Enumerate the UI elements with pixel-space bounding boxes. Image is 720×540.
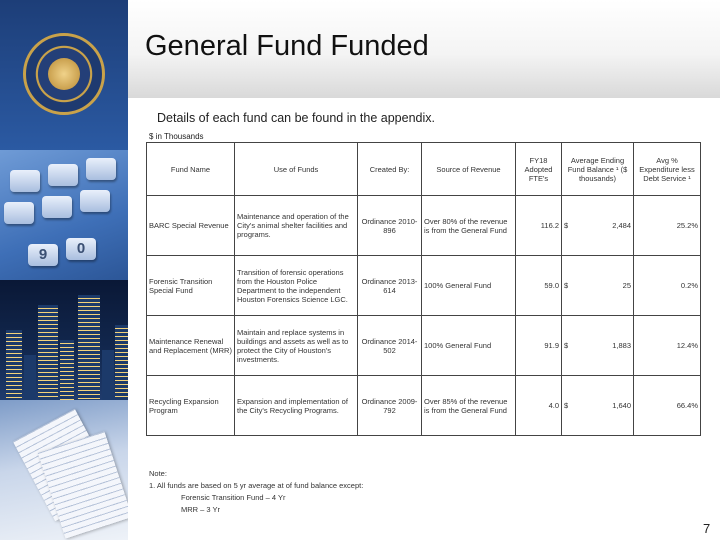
decorative-sidebar bbox=[0, 0, 128, 540]
header-fund-balance: Average Ending Fund Balance ¹ ($ thousands) bbox=[562, 143, 634, 196]
cell-fte: 91.9 bbox=[516, 316, 562, 376]
note-item-1: 1. All funds are based on 5 yr average at of fund balance except: bbox=[149, 481, 364, 490]
cell-created-by: Ordinance 2009-792 bbox=[358, 376, 422, 436]
cell-source-of-revenue: Over 85% of the revenue is from the General Fund bbox=[422, 376, 516, 436]
cell-fte: 59.0 bbox=[516, 256, 562, 316]
cell-fund-name: Forensic Transition Special Fund bbox=[147, 256, 235, 316]
cell-fund-balance bbox=[562, 196, 634, 256]
fund-balance-value: 1,883 bbox=[612, 341, 631, 350]
cell-fund-balance bbox=[562, 316, 634, 376]
cell-use-of-funds: Expansion and implementation of the City's Recycling Programs. bbox=[235, 376, 358, 436]
cell-fund-balance bbox=[562, 376, 634, 436]
cell-source-of-revenue: 100% General Fund bbox=[422, 316, 516, 376]
cell-fund-name: Recycling Expansion Program bbox=[147, 376, 235, 436]
cell-fund-balance bbox=[562, 256, 634, 316]
header-fund-name: Fund Name bbox=[147, 143, 235, 196]
cell-expenditure: 12.4% bbox=[634, 316, 701, 376]
paper-stack-image bbox=[0, 400, 128, 540]
calculator-image bbox=[0, 150, 128, 280]
notes-label: Note: bbox=[149, 469, 167, 478]
note-item-1b: MRR – 3 Yr bbox=[181, 505, 221, 514]
units-label: $ in Thousands bbox=[149, 132, 204, 141]
cell-created-by: Ordinance 2010-896 bbox=[358, 196, 422, 256]
cell-fund-name: Maintenance Renewal and Replacement (MRR) bbox=[147, 316, 235, 376]
slide-title: General Fund Funded bbox=[145, 30, 429, 62]
table-notes bbox=[149, 468, 363, 516]
cell-use-of-funds: Maintain and replace systems in buildings and assets as well as to protect the City of Houston's investments. bbox=[235, 316, 358, 376]
cell-expenditure: 0.2% bbox=[634, 256, 701, 316]
currency-symbol: $ bbox=[564, 281, 569, 290]
cell-fte: 116.2 bbox=[516, 196, 562, 256]
cell-source-of-revenue: Over 80% of the revenue is from the General Fund bbox=[422, 196, 516, 256]
table-row bbox=[147, 376, 701, 436]
calculator-key-9: 9 bbox=[28, 244, 58, 266]
header-source-of-revenue: Source of Revenue bbox=[422, 143, 516, 196]
general-fund-table bbox=[146, 142, 701, 436]
slide-subtitle: Details of each fund can be found in the appendix. bbox=[157, 111, 435, 125]
page-number: 7 bbox=[703, 521, 711, 536]
city-skyline-image bbox=[0, 280, 128, 400]
calculator-key-0: 0 bbox=[66, 238, 96, 260]
currency-symbol: $ bbox=[564, 341, 569, 350]
table-row bbox=[147, 256, 701, 316]
cell-source-of-revenue: 100% General Fund bbox=[422, 256, 516, 316]
cell-created-by: Ordinance 2014-502 bbox=[358, 316, 422, 376]
fund-balance-value: 2,484 bbox=[612, 221, 631, 230]
header-created-by: Created By: bbox=[358, 143, 422, 196]
cell-use-of-funds: Transition of forensic operations from the Houston Police Department to the independent Houston Forensics Science LGC. bbox=[235, 256, 358, 316]
note-item-1a: Forensic Transition Fund – 4 Yr bbox=[181, 493, 286, 502]
currency-symbol: $ bbox=[564, 401, 569, 410]
table-row bbox=[147, 316, 701, 376]
city-seal-icon bbox=[23, 33, 105, 115]
fund-balance-value: 25 bbox=[622, 281, 631, 290]
cell-fte: 4.0 bbox=[516, 376, 562, 436]
cell-use-of-funds: Maintenance and operation of the City's animal shelter facilities and programs. bbox=[235, 196, 358, 256]
cell-fund-name: BARC Special Revenue bbox=[147, 196, 235, 256]
header-fte: FY18 Adopted FTE's bbox=[516, 143, 562, 196]
fund-balance-value: 1,640 bbox=[612, 401, 631, 410]
table-header-row bbox=[147, 143, 701, 196]
cell-expenditure: 25.2% bbox=[634, 196, 701, 256]
cell-created-by: Ordinance 2013-614 bbox=[358, 256, 422, 316]
header-expenditure: Avg % Expenditure less Debt Service ¹ bbox=[634, 143, 701, 196]
cell-expenditure: 66.4% bbox=[634, 376, 701, 436]
currency-symbol: $ bbox=[564, 221, 569, 230]
table-row bbox=[147, 196, 701, 256]
header-use-of-funds: Use of Funds bbox=[235, 143, 358, 196]
